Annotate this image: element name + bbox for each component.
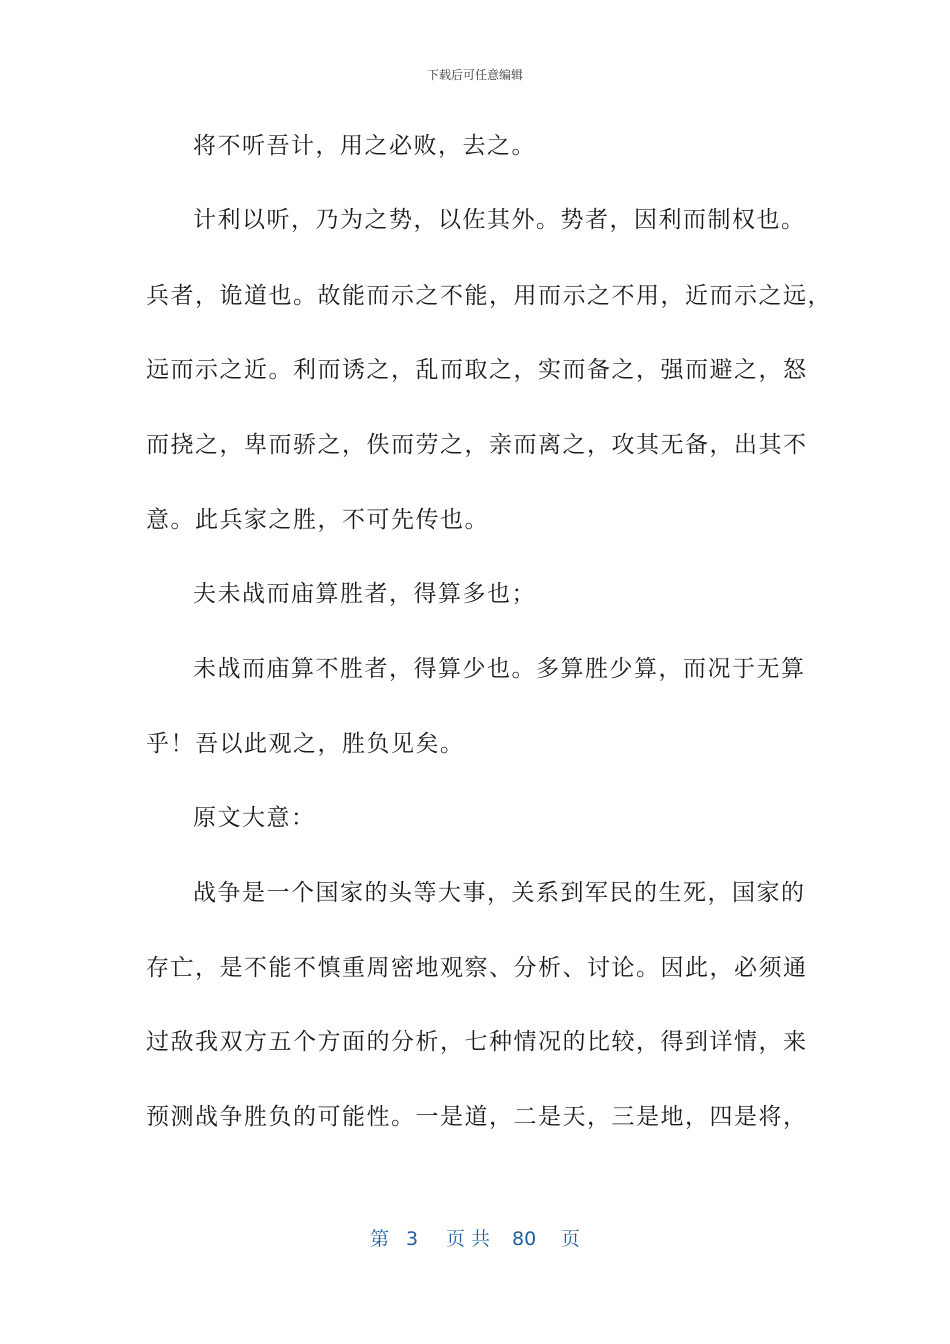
paragraph-line: 而挠之，卑而骄之，佚而劳之，亲而离之，攻其无备，出其不 (146, 432, 808, 458)
paragraph-line: 乎！吾以此观之，胜负见矣。 (146, 731, 465, 757)
paragraph-line: 过敌我双方五个方面的分析，七种情况的比较，得到详情，来 (146, 1029, 808, 1055)
footer-di: 第 (370, 1228, 390, 1250)
paragraph-line: 夫未战而庙算胜者，得算多也； (193, 581, 536, 607)
page-footer (0, 1226, 950, 1252)
paragraph-line: 兵者，诡道也。故能而示之不能，用而示之不用，近而示之远， (146, 283, 832, 309)
footer-page-number: 3 (406, 1228, 419, 1250)
paragraph-line: 意。此兵家之胜，不可先传也。 (146, 507, 489, 533)
footer-ye-gong: 页 共 (446, 1228, 491, 1250)
paragraph-line: 预测战争胜负的可能性。一是道，二是天，三是地，四是将， (146, 1104, 808, 1130)
paragraph-line: 远而示之近。利而诱之，乱而取之，实而备之，强而避之，怒 (146, 357, 808, 383)
footer-total-pages: 80 (512, 1228, 537, 1250)
page-header-note: 下载后可任意编辑 (426, 68, 523, 82)
paragraph-line: 战争是一个国家的头等大事，关系到军民的生死，国家的 (193, 880, 806, 906)
footer-ye: 页 (561, 1228, 581, 1250)
paragraph-line: 计利以听，乃为之势，以佐其外。势者，因利而制权也。 (193, 207, 806, 233)
paragraph-line: 未战而庙算不胜者，得算少也。多算胜少算，而况于无算 (193, 656, 806, 682)
paragraph-line: 存亡，是不能不慎重周密地观察、分析、讨论。因此，必须通 (146, 955, 808, 981)
paragraph-line: 将不听吾计，用之必败，去之。 (193, 133, 536, 159)
section-heading: 原文大意： (193, 805, 316, 831)
